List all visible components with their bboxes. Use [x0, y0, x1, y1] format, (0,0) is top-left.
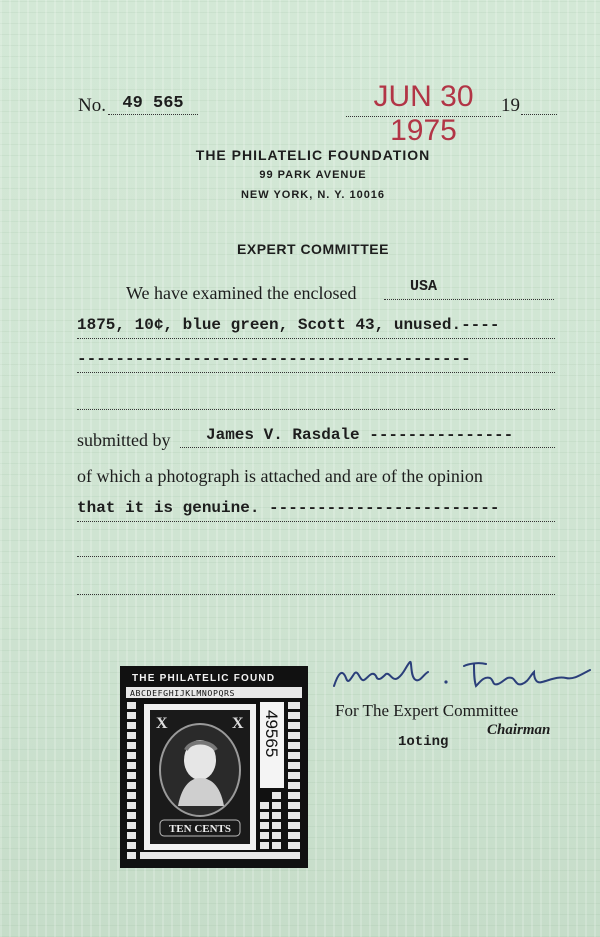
stamp-photograph: [120, 666, 308, 868]
date-stamp: JUN 30 1975: [346, 80, 501, 117]
examined-country: USA: [410, 278, 438, 295]
committee-title: EXPERT COMMITTEE: [237, 241, 389, 257]
stamp-corner-right: X: [232, 715, 244, 732]
chairman-label: Chairman: [487, 722, 551, 738]
stamp-description: 1875, 10¢, blue green, Scott 43, unused.----: [77, 316, 555, 339]
certificate-number-label: No.: [78, 95, 106, 116]
photo-header-text: THE PHILATELIC FOUND: [132, 673, 276, 684]
opinion-label: of which a photograph is attached and are of the opinion: [77, 466, 483, 486]
foundation-name: THE PHILATELIC FOUNDATION: [195, 147, 431, 163]
submitter-name: James V. Rasdale ---------------: [206, 426, 514, 444]
blank-line: [77, 578, 555, 595]
examined-label: We have examined the enclosed: [126, 283, 357, 303]
opinion-result: that it is genuine. ------------------------: [77, 499, 555, 522]
photo-certificate-number: 49565: [262, 710, 281, 758]
year-prefix: 19: [501, 95, 520, 116]
stamp-denomination: TEN CENTS: [168, 823, 232, 835]
foundation-street: 99 PARK AVENUE: [259, 169, 367, 181]
chairman-signature: [328, 652, 598, 700]
blank-line: [77, 393, 555, 410]
voting-stamp: 1oting: [398, 734, 449, 750]
for-committee-label: For The Expert Committee: [335, 701, 519, 720]
foundation-city: NEW YORK, N. Y. 10016: [240, 189, 386, 201]
year-blank-line: [521, 96, 557, 115]
certificate-number: 49 565: [108, 94, 198, 115]
photo-alphabet-strip: ABCDEFGHIJKLMNOPQRS: [130, 688, 236, 698]
filler-dash-line: -----------------------------------------: [77, 350, 555, 373]
blank-line: [77, 540, 555, 557]
submitted-by-label: submitted by: [77, 430, 171, 450]
stamp-corner-left: X: [156, 715, 168, 732]
